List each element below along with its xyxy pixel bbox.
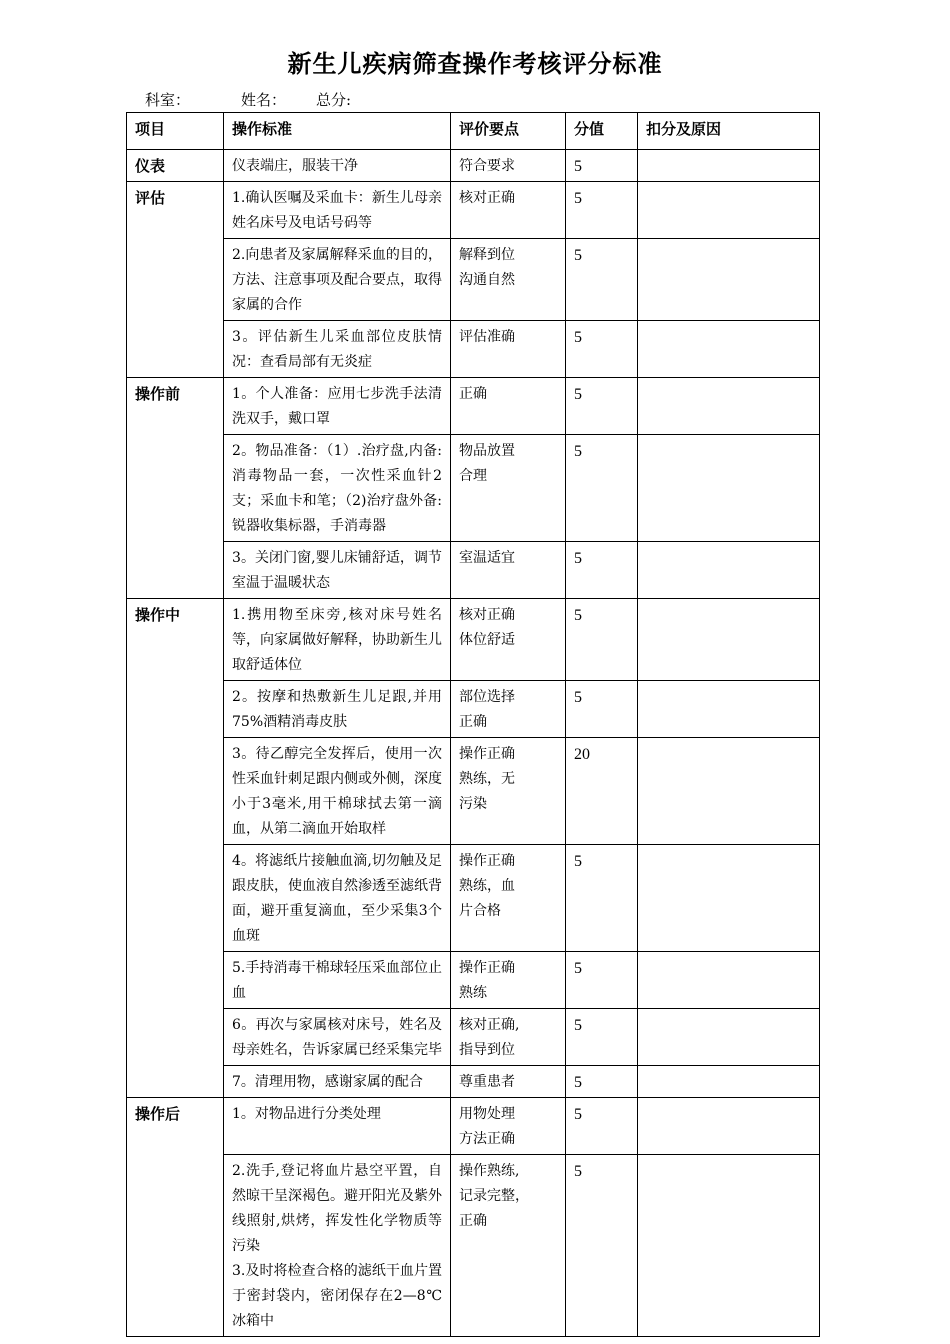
category-cell: 操作后: [127, 1098, 224, 1337]
form-header-fields: [145, 89, 351, 110]
standard-cell: [224, 681, 451, 738]
evaluation-point-line: 解释到位: [459, 247, 515, 263]
score-cell: 5: [566, 681, 638, 738]
standard-cell: [224, 599, 451, 681]
standard-cell: [224, 738, 451, 845]
evaluation-point-cell: [451, 1098, 566, 1155]
header-evaluation-points: 评价要点: [451, 113, 566, 150]
total-score-label: 总分:: [316, 91, 352, 109]
evaluation-point-cell: [451, 182, 566, 239]
header-score: 分值: [566, 113, 638, 150]
evaluation-point-line: 熟练，血: [459, 878, 515, 894]
evaluation-point-line: 熟练，无: [459, 771, 515, 787]
evaluation-point-line: 沟通自然: [459, 272, 515, 288]
evaluation-point-cell: [451, 599, 566, 681]
table-row: [127, 1009, 820, 1066]
deduction-cell: [638, 182, 820, 239]
evaluation-point-line: 尊重患者: [459, 1074, 515, 1090]
evaluation-point-line: 物品放置: [459, 443, 515, 459]
header-standard: 操作标准: [224, 113, 451, 150]
score-cell: 20: [566, 738, 638, 845]
standard-text: 2。物品准备：（1）.治疗盘,内备:消毒物品一套，一次性采血针2支；采血卡和笔；（2)治疗盘外备:锐器收集标器，手消毒器: [232, 443, 442, 534]
table-row: [127, 321, 820, 378]
score-cell: 5: [566, 845, 638, 952]
evaluation-point-line: 正确: [459, 714, 487, 730]
evaluation-point-line: 污染: [459, 796, 487, 812]
evaluation-point-line: 正确: [459, 1213, 487, 1229]
evaluation-point-line: 体位舒适: [459, 632, 515, 648]
standard-cell: [224, 542, 451, 599]
score-cell: 5: [566, 952, 638, 1009]
evaluation-point-cell: [451, 150, 566, 182]
table-row: [127, 239, 820, 321]
standard-cell: [224, 150, 451, 182]
standard-text: 7。清理用物，感谢家属的配合: [232, 1074, 423, 1090]
deduction-cell: [638, 542, 820, 599]
standard-text: 仪表端庄，服装干净: [232, 158, 358, 174]
scoring-table: [126, 112, 820, 1337]
table-row: [127, 738, 820, 845]
evaluation-point-cell: [451, 542, 566, 599]
deduction-cell: [638, 378, 820, 435]
deduction-cell: [638, 1155, 820, 1337]
standard-cell: [224, 321, 451, 378]
standard-cell: [224, 952, 451, 1009]
deduction-cell: [638, 435, 820, 542]
evaluation-point-line: 操作正确: [459, 746, 515, 762]
standard-text: 2.向患者及家属解释采血的目的，方法、注意事项及配合要点，取得家属的合作: [232, 247, 442, 313]
evaluation-point-line: 操作熟练,: [459, 1163, 520, 1179]
evaluation-point-cell: [451, 738, 566, 845]
header-item: 项目: [127, 113, 224, 150]
deduction-cell: [638, 1098, 820, 1155]
page-title: 新生儿疾病筛查操作考核评分标准: [287, 50, 663, 78]
evaluation-point-line: 核对正确,: [459, 1017, 520, 1033]
table-row: [127, 599, 820, 681]
evaluation-point-line: 评估准确: [459, 329, 515, 345]
standard-text: 1.携用物至床旁,核对床号姓名等，向家属做好解释，协助新生儿取舒适体位: [232, 607, 442, 673]
evaluation-point-line: 室温适宜: [459, 550, 515, 566]
evaluation-point-line: 符合要求: [459, 158, 515, 174]
deduction-cell: [638, 1009, 820, 1066]
evaluation-point-line: 方法正确: [459, 1131, 515, 1147]
evaluation-point-line: 部位选择: [459, 689, 515, 705]
standard-text: 1。个人准备：应用七步洗手法清洗双手，戴口罩: [232, 386, 442, 427]
evaluation-point-cell: [451, 1155, 566, 1337]
table-row: [127, 435, 820, 542]
score-cell: 5: [566, 378, 638, 435]
evaluation-point-line: 合理: [459, 468, 487, 484]
deduction-cell: [638, 952, 820, 1009]
score-cell: 5: [566, 1098, 638, 1155]
standard-text: 1.确认医嘱及采血卡：新生儿母亲姓名床号及电话号码等: [232, 190, 442, 231]
standard-cell: [224, 845, 451, 952]
deduction-cell: [638, 239, 820, 321]
standard-cell: [224, 182, 451, 239]
standard-text: 5.手持消毒干棉球轻压采血部位止血: [232, 960, 442, 1001]
standard-cell: [224, 239, 451, 321]
deduction-cell: [638, 599, 820, 681]
table-row: [127, 542, 820, 599]
standard-cell: [224, 1066, 451, 1098]
standard-text: 1。对物品进行分类处理: [232, 1106, 381, 1122]
evaluation-point-line: 用物处理: [459, 1106, 515, 1122]
evaluation-point-line: 核对正确: [459, 190, 515, 206]
standard-text: 6。再次与家属核对床号，姓名及母亲姓名，告诉家属已经采集完毕: [232, 1017, 442, 1058]
table-row: [127, 1155, 820, 1337]
evaluation-point-cell: [451, 845, 566, 952]
category-cell: 操作前: [127, 378, 224, 599]
evaluation-point-cell: [451, 239, 566, 321]
evaluation-point-line: 正确: [459, 386, 487, 402]
score-cell: 5: [566, 435, 638, 542]
evaluation-point-line: 核对正确: [459, 607, 515, 623]
evaluation-point-cell: [451, 1066, 566, 1098]
table-row: [127, 150, 820, 182]
table-row: [127, 681, 820, 738]
deduction-cell: [638, 1066, 820, 1098]
standard-text: 3。评估新生儿采血部位皮肤情况：查看局部有无炎症: [232, 329, 442, 370]
standard-text: 4。将滤纸片接触血滴,切勿触及足跟皮肤，使血液自然渗透至滤纸背面，避开重复滴血，至少采集3个血斑: [232, 853, 442, 944]
standard-cell: [224, 435, 451, 542]
deduction-cell: [638, 681, 820, 738]
standard-text: 2。按摩和热敷新生儿足跟,并用75%酒精消毒皮肤: [232, 689, 442, 730]
standard-cell: [224, 1009, 451, 1066]
evaluation-point-line: 记录完整，: [459, 1188, 529, 1204]
category-cell: 操作中: [127, 599, 224, 1098]
score-cell: 5: [566, 321, 638, 378]
category-cell: 仪表: [127, 150, 224, 182]
deduction-cell: [638, 150, 820, 182]
evaluation-point-cell: [451, 321, 566, 378]
score-cell: 5: [566, 150, 638, 182]
table-header-row: [127, 113, 820, 150]
score-cell: 5: [566, 542, 638, 599]
evaluation-point-line: 指导到位: [459, 1042, 515, 1058]
table-row: [127, 182, 820, 239]
deduction-cell: [638, 738, 820, 845]
score-cell: 5: [566, 599, 638, 681]
evaluation-point-line: 片合格: [459, 903, 501, 919]
evaluation-point-cell: [451, 952, 566, 1009]
score-cell: 5: [566, 1009, 638, 1066]
deduction-cell: [638, 845, 820, 952]
standard-text: 3.及时将检查合格的滤纸干血片置于密封袋内，密闭保存在2—8℃冰箱中: [232, 1263, 442, 1329]
name-label: 姓名：: [241, 91, 287, 109]
standard-text: 3。关闭门窗,婴儿床铺舒适，调节室温于温暖状态: [232, 550, 442, 591]
evaluation-point-cell: [451, 681, 566, 738]
evaluation-point-line: 熟练: [459, 985, 487, 1001]
score-cell: 5: [566, 182, 638, 239]
table-row: [127, 1066, 820, 1098]
table-row: [127, 845, 820, 952]
deduction-cell: [638, 321, 820, 378]
category-cell: 评估: [127, 182, 224, 378]
score-cell: 5: [566, 239, 638, 321]
header-deduction: 扣分及原因: [638, 113, 820, 150]
evaluation-point-line: 操作正确: [459, 960, 515, 976]
score-cell: 5: [566, 1155, 638, 1337]
evaluation-point-cell: [451, 1009, 566, 1066]
evaluation-point-line: 操作正确: [459, 853, 515, 869]
standard-text: 2.洗手,登记将血片悬空平置，自然晾干呈深褐色。避开阳光及紫外线照射,烘烤，挥发性化学物质等污染: [232, 1163, 442, 1254]
table-row: [127, 1098, 820, 1155]
standard-cell: [224, 1098, 451, 1155]
table-row: [127, 378, 820, 435]
evaluation-point-cell: [451, 378, 566, 435]
dept-label: 科室：: [145, 91, 191, 109]
standard-text: 3。待乙醇完全发挥后，使用一次性采血针刺足跟内侧或外侧，深度小于3毫米,用干棉球拭去第一滴血，从第二滴血开始取样: [232, 746, 442, 837]
standard-cell: [224, 378, 451, 435]
standard-cell: [224, 1155, 451, 1337]
table-row: [127, 952, 820, 1009]
score-cell: 5: [566, 1066, 638, 1098]
evaluation-point-cell: [451, 435, 566, 542]
